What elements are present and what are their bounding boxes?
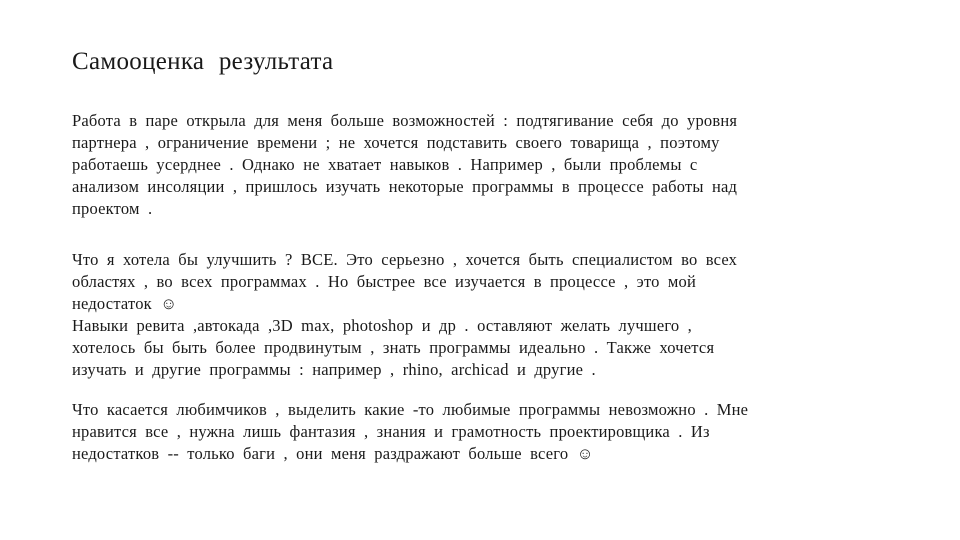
text-line: Работа в паре открыла для меня больше возможностей : подтягивание себя до уровня: [72, 111, 738, 130]
text-line: недостатков -- только баги , они меня раздражают больше всего ☺: [72, 444, 594, 463]
paragraph-pair-work: [72, 110, 892, 220]
paragraph-favorites: [72, 399, 892, 465]
text-line: хотелось бы быть более продвинутым , знать программы идеально . Также хочется: [72, 338, 715, 357]
paragraph-improvements: [72, 249, 892, 381]
text-line: изучать и другие программы : например , rhino, archicad и другие .: [72, 360, 596, 379]
text-line: проектом .: [72, 199, 153, 218]
text-line: анализом инсоляции , пришлось изучать некоторые программы в процессе работы над: [72, 177, 738, 196]
text-line: Навыки ревита ,автокада ,3D max, photoshop и др . оставляют желать лучшего ,: [72, 316, 693, 335]
text-line: недостаток ☺: [72, 294, 178, 313]
text-line: Что касается любимчиков , выделить какие -то любимые программы невозможно . Мне: [72, 400, 749, 419]
text-line: работаешь усерднее . Однако не хватает навыков . Например , были проблемы с: [72, 155, 698, 174]
text-line: областях , во всех программах . Но быстрее все изучается в процессе , это мой: [72, 272, 697, 291]
text-line: партнера , ограничение времени ; не хочется подставить своего товарища , поэтому: [72, 133, 720, 152]
text-line: Что я хотела бы улучшить ? ВСЕ. Это серьезно , хочется быть специалистом во всех: [72, 250, 738, 269]
text-line: нравится все , нужна лишь фантазия , знания и грамотность проектировщика . Из: [72, 422, 710, 441]
slide-title: Самооценка результата: [72, 48, 334, 75]
